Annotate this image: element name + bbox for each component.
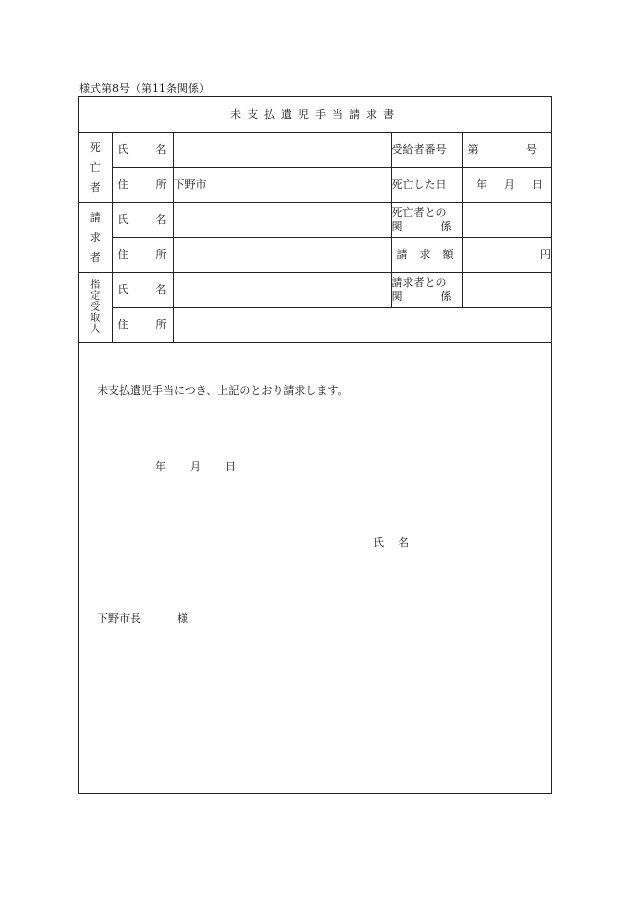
form-title: 未支払遺児手当請求書	[79, 97, 551, 133]
claim-form	[78, 96, 552, 794]
claimant-relation-field[interactable]	[462, 203, 551, 238]
claimant-address-label: 住 所	[112, 238, 173, 273]
deceased-group-label: 死 亡 者	[79, 133, 112, 203]
claimant-name-field[interactable]	[173, 203, 391, 238]
designated-address-field[interactable]	[173, 308, 551, 343]
claimant-name-label: 氏 名	[112, 203, 173, 238]
addressee: 下野市長 様	[97, 612, 188, 625]
death-date-label: 死亡した日	[391, 168, 462, 203]
designated-address-label: 住 所	[112, 308, 173, 343]
signature-name[interactable]: 氏 名	[373, 536, 409, 549]
deceased-address-field[interactable]: 下野市	[173, 168, 391, 203]
claim-statement: 未支払遺児手当につき、上記のとおり請求します。	[97, 384, 349, 397]
designated-recipient-group-label: 指 定 受 取 人	[79, 273, 112, 343]
claimant-group-label: 請 求 者	[79, 203, 112, 273]
deceased-address-label: 住 所	[112, 168, 173, 203]
deceased-name-field[interactable]	[173, 133, 391, 168]
form-number-caption: 様式第8号（第11条関係）	[79, 82, 210, 95]
claim-amount-label: 請 求 額	[391, 238, 462, 273]
claim-amount-field[interactable]: 円	[462, 238, 551, 273]
recipient-number-label: 受給者番号	[391, 133, 462, 168]
deceased-name-label: 氏 名	[112, 133, 173, 168]
designated-relation-label: 請求者との 関 係	[391, 273, 462, 308]
claimant-relation-label: 死亡者との 関 係	[391, 203, 462, 238]
form-table	[79, 97, 551, 343]
designated-name-label: 氏 名	[112, 273, 173, 308]
death-date-field[interactable]: 年 月 日	[462, 168, 551, 203]
designated-relation-field[interactable]	[462, 273, 551, 308]
claim-date[interactable]: 年 月 日	[155, 460, 236, 473]
claimant-address-field[interactable]	[173, 238, 391, 273]
recipient-number-field[interactable]: 第 号	[462, 133, 551, 168]
designated-name-field[interactable]	[173, 273, 391, 308]
